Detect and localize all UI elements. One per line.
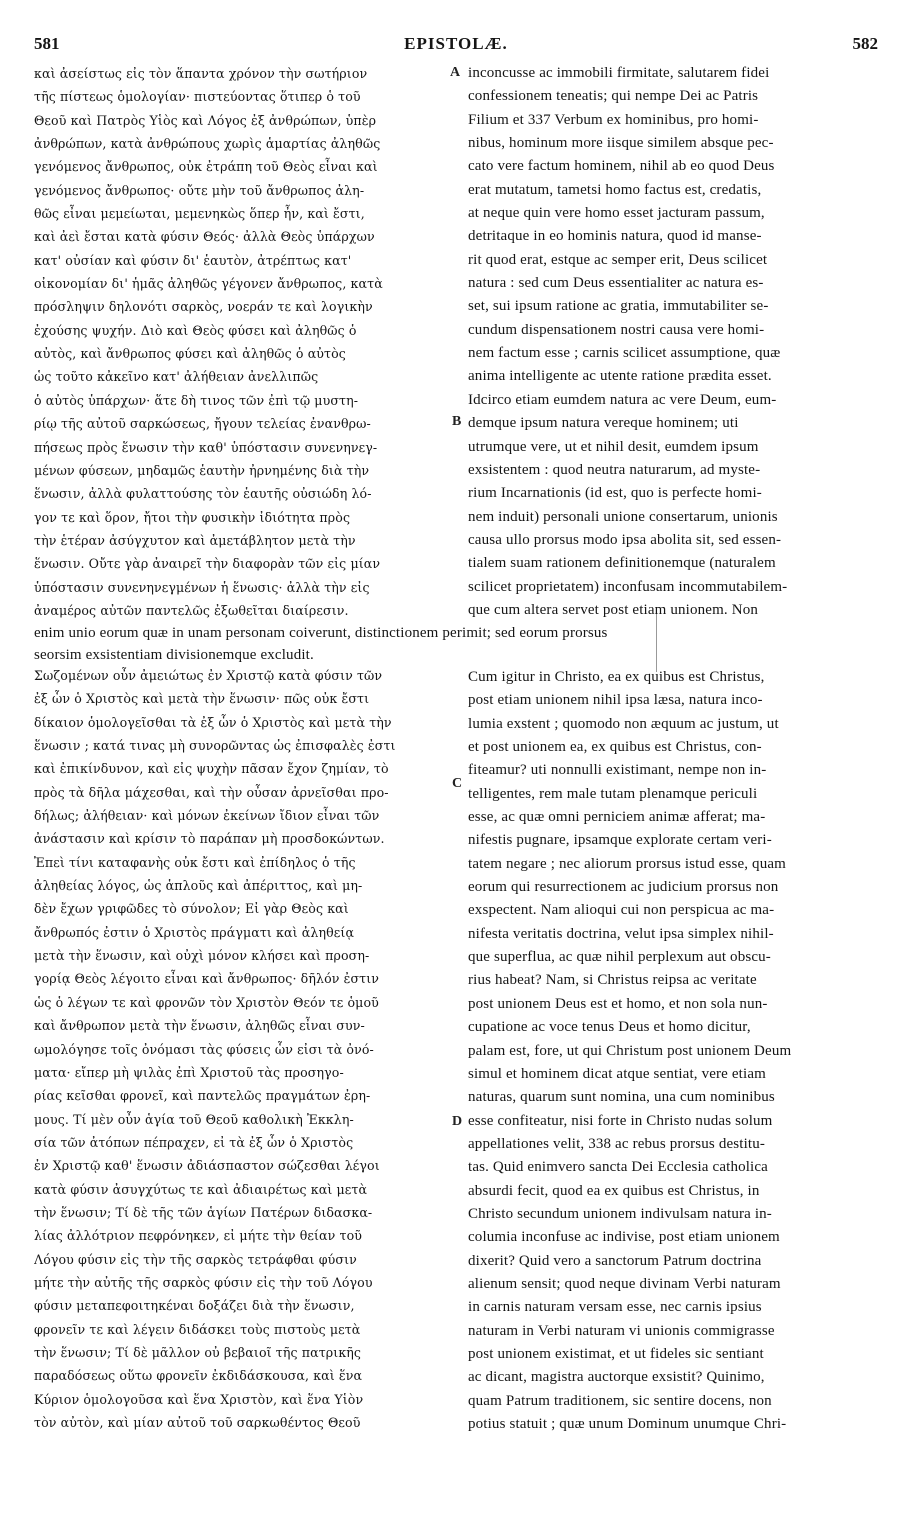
text-line: ἕνωσιν ; κατά τινας μὴ συνορῶντας ὡς ἐπισφαλὲς ἐστι [34, 738, 396, 754]
text-line: Idcirco etiam eumdem natura ac vere Deum, eum- [468, 391, 777, 408]
text-line: ἀναμέρος αὐτῶν παντελῶς ἐξωθεῖται διαίρεσιν. [34, 602, 349, 618]
text-line: demque ipsum natura vereque hominem; uti [468, 415, 739, 432]
text-line: καὶ ἀσείστως εἰς τὸν ἅπαντα χρόνον τὴν σωτήριον [34, 66, 368, 81]
text-line: φρονεῖν τε καὶ λέγειν διδάσκει τοὺς πιστοὺς μετὰ [34, 1321, 361, 1337]
text-line: Christo secundum unionem indivulsam natura in- [468, 1205, 772, 1222]
text-line: et post unionem ea, ex quibus est Christus, con- [468, 739, 762, 756]
text-line: nibus, hominum more iisque similem absque pec- [468, 135, 774, 152]
text-line: utrumque vere, ut et nihil desit, eumdem ipsum [468, 438, 759, 455]
text-line: μένων φύσεων, μηδαμῶς ἑαυτὴν ἠρνημένης διὰ τὴν [34, 462, 370, 478]
text-line: rius habeat? Nam, si Christus reipsa ac veritate [468, 972, 757, 989]
text-line: seorsim exsistentiam divisionemque excludit. [34, 647, 314, 663]
text-line: simul et hominem dicat atque sentiat, vere etiam [468, 1065, 766, 1082]
text-line: δήλως; ἀλήθειαν· καὶ μόνων ἐκείνων ἴδιον εἶναι τῶν [34, 808, 380, 824]
text-line: causa ullo prorsus modo ipsa abolita sit, sed essen- [468, 531, 782, 548]
text-line: nifestis pugnare, ipsamque explorate certam veri- [468, 832, 772, 849]
text-line: absurdi fecit, quod ea ex quibus est Christus, in [468, 1182, 760, 1199]
text-line: Κύριον ὁμολογοῦσα καὶ ἕνα Χριστὸν, καὶ ἕνα Υἱὸν [34, 1391, 364, 1407]
text-line: τὴν ἑτέραν ἀσύγχυτον καὶ ἀμετάβλητον μετὰ τὴν [34, 532, 356, 548]
text-line: anima intelligente ac utente ratione prædita esset. [468, 368, 772, 385]
text-line: columia inconfuse ac indivise, post etiam unionem [468, 1229, 780, 1246]
text-line: lumia exstent ; quomodo non æquum ac justum, ut [468, 715, 779, 732]
text-line: παραδόσεως οὕτω φρονεῖν ἐκδιδάσκουσα, καὶ ἕνα [34, 1368, 363, 1384]
text-line: naturam in Verbi naturam vi unionis commigrasse [468, 1322, 775, 1339]
text-line: γενόμενος ἄνθρωπος, οὐκ ἐτράπη τοῦ Θεὸς εἶναι καὶ [34, 159, 378, 175]
text-line: palam est, fore, ut qui Christum post unionem Deum [468, 1042, 792, 1059]
text-line: enim unio eorum quæ in unam personam coiverunt, distinctionem perimit; sed eorum prorsus [34, 625, 608, 641]
text-line: γορίᾳ Θεὸς λέγοιτο εἶναι καὶ ἄνθρωπος· δῆλόν ἐστιν [34, 971, 380, 987]
text-line: μετὰ τὴν ἕνωσιν, καὶ οὐχὶ μόνον κλήσει καὶ προση- [34, 948, 370, 964]
text-line: detritaque in eo hominis natura, quod id manse- [468, 228, 762, 245]
text-line: telligentes, rem male tutam plenamque periculi [468, 785, 758, 802]
text-line: nifesta veritatis doctrina, velut ipsa simplex nihil- [468, 925, 774, 942]
text-line: cupatione ac voce tenus Deus et homo dicitur, [468, 1019, 751, 1036]
margin-marker-a: A [450, 65, 461, 80]
text-line: esse confiteatur, nisi forte in Christo nudas solum [468, 1112, 773, 1129]
text-line: confessionem teneatis; qui nempe Dei ac Patris [468, 88, 759, 105]
text-line: cato vere factum hominem, nihil ab eo quod Deus [468, 158, 775, 175]
text-line: πρὸς τὰ δῆλα μάχεσθαι, καὶ τὴν οὖσαν ἀρνεῖσθαι προ- [34, 784, 389, 800]
text-line: ἕνωσιν. Οὔτε γὰρ ἀναιρεῖ τὴν διαφορὰν τῶν εἰς μίαν [34, 556, 381, 572]
text-line: καὶ ἐπικίνδυνον, καὶ εἰς ψυχὴν πᾶσαν ἔχον ζημίαν, τὸ [34, 761, 389, 777]
text-line: ἄνθρωπός ἐστιν ὁ Χριστὸς πράγματι καὶ ἀληθείᾳ [34, 924, 355, 940]
text-line: ἐν Χριστῷ καθ' ἕνωσιν ἀδιάσπαστον σώζεσθαι λέγοι [34, 1158, 380, 1174]
text-line: Filium et 337 Verbum ex hominibus, pro homi- [468, 111, 759, 128]
text-line: alienum sensit; quod neque divinam Verbi naturam [468, 1275, 781, 1292]
text-line: ωμολόγησε τοῖς ὀνόμασι τὰς φύσεις ὧν εἰσι τὰ ὀνό- [34, 1041, 374, 1057]
text-line: que superflua, ac quæ nihil perplexum aut obscu- [468, 949, 771, 966]
margin-marker-d: D [452, 1114, 463, 1129]
page-number-right: 582 [852, 34, 878, 53]
text-line: γον τε καὶ ὅρον, ἤτοι τὴν φυσικὴν ἰδιότητα πρὸς [34, 509, 351, 525]
text-line: σία τῶν ἀτόπων πέπραχεν, εἰ τὰ ἐξ ὧν ὁ Χριστὸς [34, 1134, 354, 1150]
text-line: ρίας κεῖσθαι φρονεῖ, καὶ παντελῶς πραγμάτων ἐρη- [34, 1088, 371, 1104]
text-line: post etiam unionem nihil ipsa læsa, natura inco- [468, 692, 763, 709]
text-line: quam Patrum traditionem, sic sentire docens, non [468, 1392, 772, 1409]
text-line: Λόγου φύσιν εἰς τὴν τῆς σαρκὸς τετράφθαι φύσιν [34, 1251, 357, 1267]
text-line: rium Incarnationis (id est, quo is perfecte homi- [468, 485, 762, 502]
text-line: scilicet proprietatem) inconfusam incommutabilem- [468, 578, 788, 595]
page-number-left: 581 [34, 34, 60, 53]
text-line: οἰκονομίαν δι' ἡμᾶς ἀληθῶς γέγονεν ἄνθρωπος, κατὰ [34, 276, 383, 292]
text-line: αὐτὸς, καὶ ἄνθρωπος φύσει καὶ ἀληθῶς ὁ αὐτὸς [34, 346, 346, 362]
text-line: post unionem existimat, et ut fideles sic sentiant [468, 1345, 764, 1362]
text-line: naturas, quarum sunt nomina, una cum nominibus [468, 1089, 775, 1106]
text-line: appellationes velit, 338 ac rebus prorsus destitu- [468, 1135, 766, 1152]
text-line: exspectent. Nam alioqui cui non perspicua ac ma- [468, 902, 775, 919]
text-line: τῆς πίστεως ὁμολογίαν· πιστεύοντας ὅτιπερ ὁ τοῦ [34, 89, 361, 105]
text-line: post unionem Deus est et homo, et non sola nun- [468, 995, 768, 1012]
text-line: potius statuit ; quæ unum Dominum unumque Chri- [468, 1416, 787, 1432]
text-line: ἀνθρώπων, κατὰ ἀνθρώπους χωρὶς ἁμαρτίας ἀληθῶς [34, 136, 381, 152]
page-header [34, 34, 878, 58]
text-line: καὶ ἄνθρωπον μετὰ τὴν ἕνωσιν, ἀληθῶς εἶναι συν- [34, 1018, 365, 1034]
text-line: κατὰ φύσιν ἀσυγχύτως τε καὶ ἀδιαιρέτως καὶ μετὰ [34, 1181, 368, 1197]
text-line: ἕνωσιν, ἀλλὰ φυλαττούσης τὸν ἑαυτῆς οὐσιώδη λό- [34, 486, 372, 502]
text-line: ὡς τοῦτο κἀκεῖνο κατ' ἀλήθειαν ἀνελλιπῶς [34, 369, 319, 385]
text-line: ac dicant, magistra auctorque exsistit? Quinimo, [468, 1369, 765, 1386]
text-line: μους. Τί μὲν οὖν ἁγία τοῦ Θεοῦ καθολικὴ Ἐκκλη- [34, 1111, 354, 1127]
running-title: EPISTOLÆ. [404, 34, 508, 53]
text-line: πρόσληψιν δηλονότι σαρκὸς, νοεράν τε καὶ λογικὴν [34, 299, 373, 315]
margin-marker-c: C [452, 776, 463, 791]
text-line: δίκαιον ὁμολογεῖσθαι τὰ ἐξ ὧν ὁ Χριστὸς καὶ μετὰ τὴν [34, 714, 392, 730]
latin-spanning-paragraph [34, 622, 878, 666]
text-line: rit quod erat, estque ac semper erit, Deus scilicet [468, 251, 768, 268]
text-line: ὡς ὁ λέγων τε καὶ φρονῶν τὸν Χριστὸν Θεόν τε ὁμοῦ [34, 994, 379, 1010]
text-line: δὲν ἔχων γριφῶδες τὸ σύνολον; Εἰ γὰρ Θεὸς καὶ [34, 901, 349, 917]
greek-column-bottom [34, 664, 452, 1434]
text-line: πήσεως πρὸς ἕνωσιν τὴν καθ' ὑπόστασιν συνενηνεγ- [34, 439, 378, 455]
text-line: Cum igitur in Christo, ea ex quibus est Christus, [468, 669, 765, 685]
text-line: ἐχούσης ψυχήν. Διὸ καὶ Θεὸς φύσει καὶ ἀληθῶς ὁ [34, 322, 357, 338]
latin-column-top [468, 62, 878, 622]
latin-column-bottom [468, 666, 878, 1436]
text-line: in carnis naturam versam esse, nec carnis ipsius [468, 1299, 762, 1316]
text-line: Ἐπεὶ τίνι καταφανὴς οὐκ ἔστι καὶ ἐπίδηλος ὁ τῆς [34, 854, 356, 870]
text-line: ἀνάστασιν καὶ κρίσιν τὸ παράπαν μὴ προσδοκώντων. [34, 831, 385, 847]
text-line: Σωζομένων οὖν ἀμειώτως ἐν Χριστῷ κατὰ φύσιν τῶν [34, 668, 383, 683]
text-line: ὁ αὐτὸς ὑπάρχων· ἅτε δὴ τινος τῶν ἐπὶ τῷ μυστη- [34, 392, 359, 408]
text-line: eorum qui resurrectionem ac judicium prorsus non [468, 879, 779, 896]
text-line: que cum altera servet post etiam unionem. Non [468, 601, 758, 618]
text-line: erat mutatum, tametsi homo factus est, credatis, [468, 181, 762, 198]
text-line: fiteamur? uti nonnulli existimant, nempe non in- [468, 762, 767, 779]
text-line: θῶς εἶναι μεμείωται, μεμενηκὼς ὅπερ ἦν, καὶ ἔστι, [34, 206, 365, 222]
text-line: καὶ ἀεὶ ἔσται κατὰ φύσιν Θεός· ἀλλὰ Θεὸς ὑπάρχων [34, 229, 375, 245]
text-line: inconcusse ac immobili firmitate, salutarem fidei [468, 65, 770, 81]
greek-column-top [34, 62, 452, 622]
text-line: tatem negare ; nec aliorum prorsus istud esse, quam [468, 855, 786, 872]
text-line: τὴν ἕνωσιν; Τί δὲ τῆς τῶν ἁγίων Πατέρων διδασκα- [34, 1204, 373, 1220]
text-line: ἐξ ὧν ὁ Χριστὸς καὶ μετὰ τὴν ἕνωσιν· πῶς οὐκ ἔστι [34, 691, 370, 707]
text-line: ὑπόστασιν συνενηνεγμένων ἡ ἕνωσις· ἀλλὰ τὴν εἰς [34, 579, 370, 595]
text-line: ματα· εἴπερ μὴ ψιλὰς ἐπὶ Χριστοῦ τὰς προσηγο- [34, 1064, 344, 1080]
text-line: cundum dispensationem nostri causa vere homi- [468, 321, 765, 338]
text-line: nem factum esse ; carnis scilicet assumptione, quæ [468, 345, 781, 362]
text-line: natura : sed cum Deus essentialiter ac natura es- [468, 275, 764, 292]
margin-marker-b: B [452, 414, 462, 429]
text-line: ἀληθείας λόγος, ὡς ἁπλοῦς καὶ ἀπέριττος, καὶ μη- [34, 878, 363, 894]
text-line: μήτε τὴν αὐτῆς τῆς σαρκὸς φύσιν εἰς τὴν τοῦ Λόγου [34, 1274, 373, 1290]
text-line: at neque quin vere homo esset jacturam passum, [468, 205, 765, 222]
text-line: dixerit? Quid vero a sanctorum Patrum doctrina [468, 1252, 762, 1269]
text-line: tialem suam rationem definitionemque (naturalem [468, 555, 776, 572]
text-line: τὴν ἕνωσιν; Τί δὲ μᾶλλον οὐ βεβαιοῖ τῆς πατρικῆς [34, 1344, 362, 1360]
text-line: tas. Quid enimvero sancta Dei Ecclesia catholica [468, 1159, 768, 1176]
text-line: nem induit) personali unione consertarum, unionis [468, 508, 778, 525]
text-line: exsistentem : quod neutra naturarum, ad myste- [468, 461, 761, 478]
text-line: set, sui ipsum ratione ac gratia, immutabiliter se- [468, 298, 769, 315]
text-line: Θεοῦ καὶ Πατρὸς Υἱὸς καὶ Λόγος ἐξ ἀνθρώπων, ὑπὲρ [34, 112, 377, 128]
text-line: φύσιν μεταπεφοιτηκέναι δοξάζει διὰ τὴν ἕνωσιν, [34, 1298, 355, 1314]
text-line: τὸν αὐτὸν, καὶ μίαν αὐτοῦ τοῦ σαρκωθέντος Θεοῦ [34, 1415, 361, 1430]
text-line: esse, ac quæ omni perniciem animæ afferat; ma- [468, 809, 766, 826]
text-line: γενόμενος ἄνθρωπος· οὔτε μὴν τοῦ ἄνθρωπος ἀλη- [34, 182, 365, 198]
text-line: κατ' οὐσίαν καὶ φύσιν δι' ἑαυτὸν, ἀτρέπτως κατ' [34, 252, 352, 268]
text-line: λίας ἀλλότριον πεφρόνηκεν, εἰ μήτε τὴν θείαν τοῦ [34, 1228, 363, 1244]
text-line: ρίῳ τῆς αὐτοῦ σαρκώσεως, ἤγουν τελείας ἐνανθρω- [34, 416, 371, 432]
